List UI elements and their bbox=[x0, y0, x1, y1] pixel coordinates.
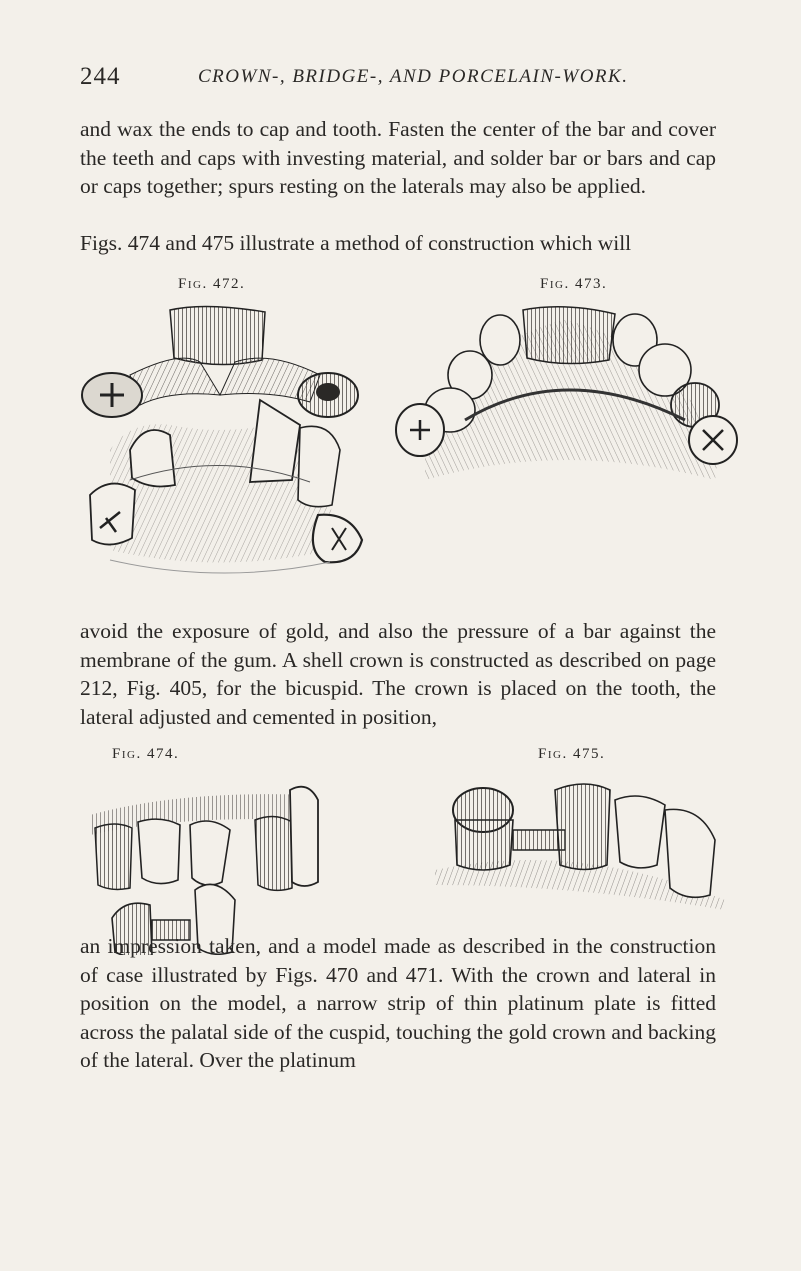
page-number: 244 bbox=[80, 63, 121, 90]
fig-472-illustration bbox=[70, 300, 370, 585]
fig-475-caption: Fig. 475. bbox=[538, 746, 606, 762]
paragraph-2: Figs. 474 and 475 illustrate a method of construction which will bbox=[80, 231, 632, 255]
paragraph-1: and wax the ends to cap and tooth. Fasten the center of the bar and cover the teeth and caps with investing material, and solder bar or bars and cap or caps together; spurs resting on the laterals may also be applied. bbox=[80, 117, 716, 198]
paragraph-3: avoid the exposure of gold, and also the pressure of a bar against the membrane of the gum. A shell crown is constructed as described on page 212, Fig. 405, for the bicuspid. The crown is placed on the tooth, the lateral adjusted and cemented in position, bbox=[80, 619, 716, 729]
fig-472-caption: Fig. 472. bbox=[178, 276, 246, 292]
fig-474-illustration bbox=[60, 770, 380, 955]
fig-473-illustration bbox=[395, 300, 740, 490]
fig-473-caption: Fig. 473. bbox=[540, 276, 608, 292]
paragraph-4: an impression taken, and a model made as described in the construction of case illustrated by Figs. 470 and 471. With the crown and lateral in position on the model, a narrow strip of thin platinum plate is fitted across the palatal side of the cuspid, touching the gold crown and backing of the lateral. Over the platinum bbox=[80, 934, 716, 1072]
fig-475-illustration bbox=[425, 770, 745, 920]
page-header bbox=[80, 63, 740, 93]
fig-474-caption: Fig. 474. bbox=[112, 746, 180, 762]
running-title: CROWN-, BRIDGE-, AND PORCELAIN-WORK. bbox=[198, 66, 629, 87]
